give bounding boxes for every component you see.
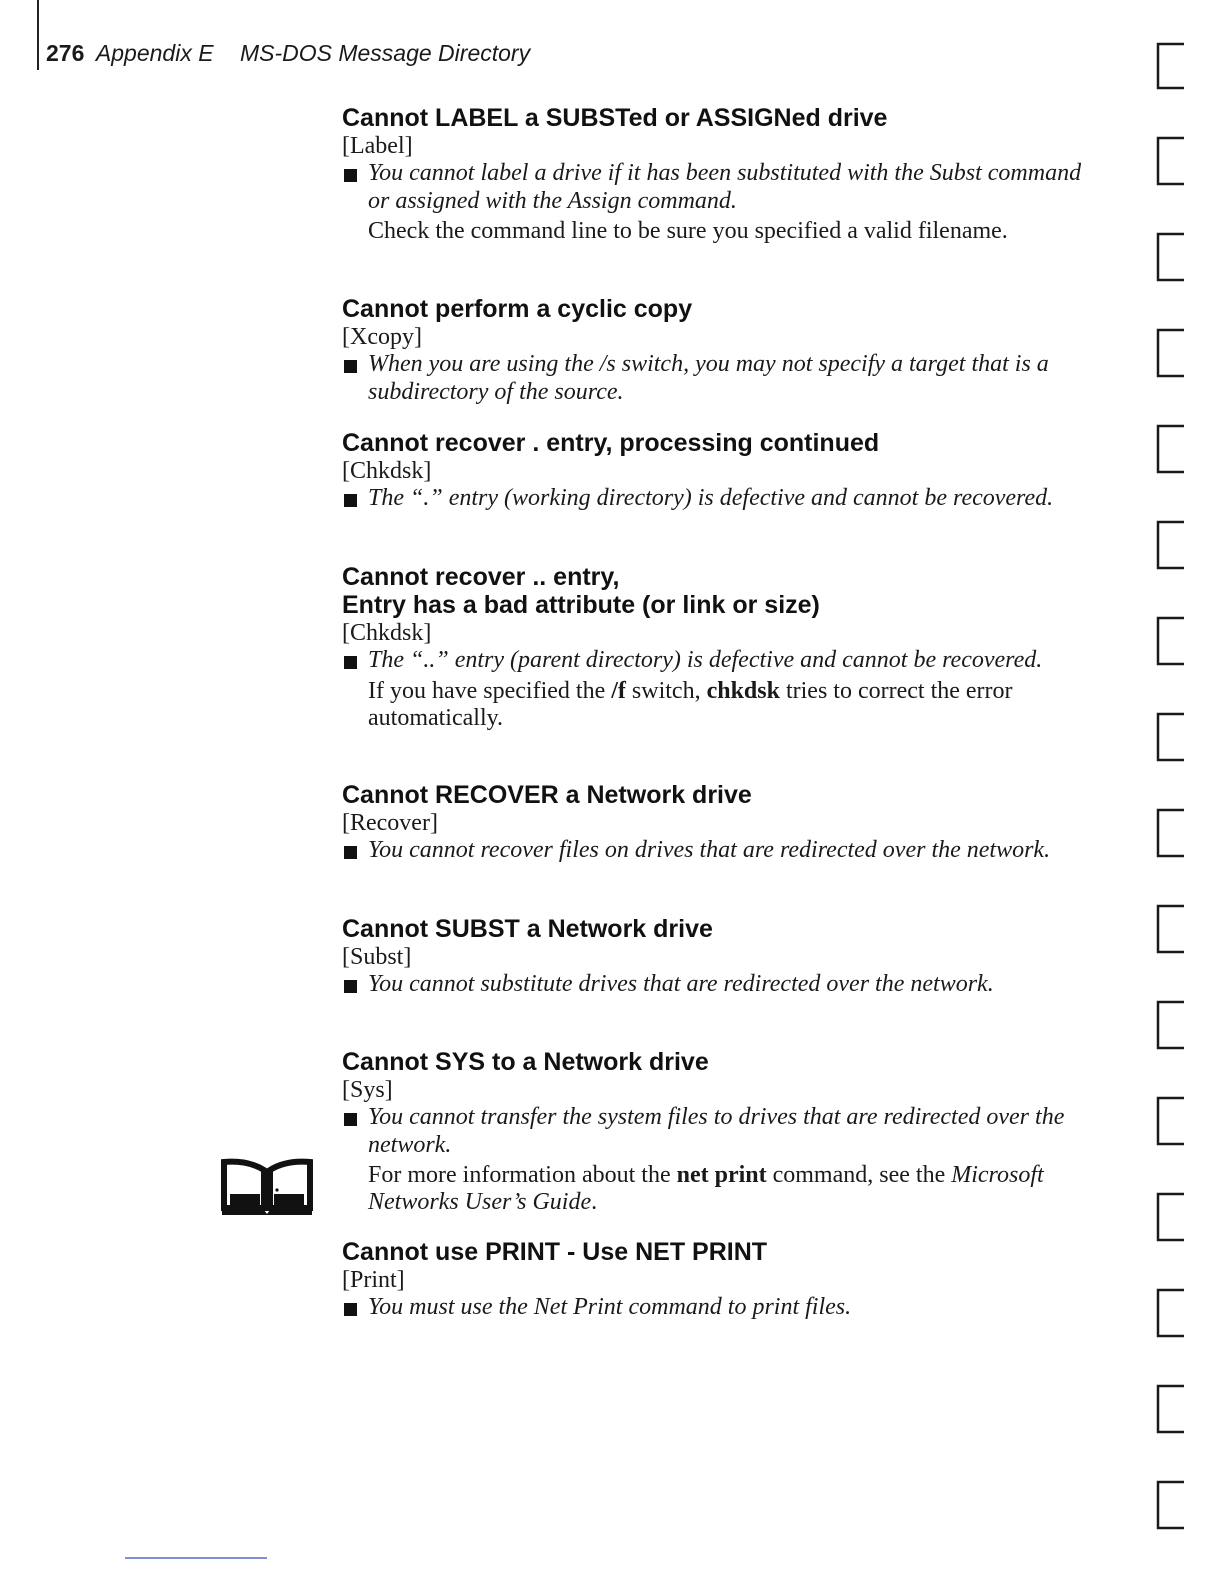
explanation xyxy=(342,971,1092,999)
explanation xyxy=(342,351,1092,406)
bullet-icon xyxy=(344,1303,357,1316)
explanation xyxy=(342,837,1092,865)
bullet-icon xyxy=(344,846,357,859)
page-edge-rule xyxy=(37,0,39,70)
explanation xyxy=(342,160,1092,215)
message-note: Check the command line to be sure you specified a valid filename. xyxy=(368,218,1008,244)
message-description: You cannot recover files on drives that are redirected over the network. xyxy=(368,837,1051,863)
message-title: Cannot LABEL a SUBSTed or ASSIGNed drive xyxy=(342,104,888,132)
message-note: If you have specified the /f switch, chkdsk tries to correct the error automatically. xyxy=(368,677,1013,731)
message-title: Cannot SUBST a Network drive xyxy=(342,915,713,943)
message-description: The “.” entry (working directory) is defective and cannot be recovered. xyxy=(368,485,1054,511)
thumb-index-tabs xyxy=(1150,40,1190,1540)
message-description: You cannot substitute drives that are redirected over the network. xyxy=(368,971,994,997)
explanation xyxy=(342,1104,1092,1159)
message-title-line-2: Entry has a bad attribute (or link or size) xyxy=(342,591,820,619)
message-entry xyxy=(342,295,1092,406)
command-tag: [Chkdsk] xyxy=(342,620,432,646)
bullet-icon xyxy=(344,360,357,373)
bullet-icon xyxy=(344,494,357,507)
header-title: MS-DOS Message Directory xyxy=(239,40,531,66)
page-number: 276 xyxy=(46,40,85,66)
message-note: For more information about the net print command, see the Microsoft Networks User’s Guide. xyxy=(368,1162,1044,1215)
open-book-icon xyxy=(220,1154,314,1216)
command-tag: [Print] xyxy=(342,1267,405,1293)
explanation xyxy=(342,1294,1092,1322)
scan-artifact-line xyxy=(125,1557,267,1559)
command-tag: [Chkdsk] xyxy=(342,458,432,484)
command-tag: [Subst] xyxy=(342,944,412,970)
message-entry xyxy=(342,1048,1092,1216)
command-tag: [Label] xyxy=(342,133,413,159)
message-entry xyxy=(342,563,1092,732)
message-entry xyxy=(342,781,1092,865)
bullet-icon xyxy=(344,169,357,182)
bullet-icon xyxy=(344,1113,357,1126)
message-title: Cannot SYS to a Network drive xyxy=(342,1048,709,1076)
bullet-icon xyxy=(344,656,357,669)
appendix-label: Appendix E xyxy=(95,40,214,66)
explanation xyxy=(342,647,1092,675)
message-entry xyxy=(342,429,1092,513)
message-description: The “..” entry (parent directory) is defective and cannot be recovered. xyxy=(368,647,1043,673)
bullet-icon xyxy=(344,980,357,993)
message-description: When you are using the /s switch, you may not specify a target that is a subdirectory of the source. xyxy=(368,351,1049,405)
message-description: You cannot transfer the system files to drives that are redirected over the network. xyxy=(368,1104,1065,1158)
message-description: You cannot label a drive if it has been substituted with the Subst command or assigned with the Assign command. xyxy=(368,160,1082,214)
message-title: Cannot perform a cyclic copy xyxy=(342,295,693,323)
command-tag: [Xcopy] xyxy=(342,324,422,350)
message-description: You must use the Net Print command to print files. xyxy=(368,1294,852,1320)
command-tag: [Sys] xyxy=(342,1077,393,1103)
tab-marks xyxy=(1150,40,1190,1540)
message-title: Cannot RECOVER a Network drive xyxy=(342,781,752,809)
command-tag: [Recover] xyxy=(342,810,438,836)
message-entry xyxy=(342,915,1092,999)
message-entry xyxy=(342,1238,1092,1322)
message-title: Cannot recover . entry, processing continued xyxy=(342,429,880,457)
message-title: Cannot recover .. entry, xyxy=(342,563,620,591)
explanation xyxy=(342,485,1092,513)
running-header xyxy=(46,40,530,67)
message-entry xyxy=(342,104,1092,245)
message-title: Cannot use PRINT - Use NET PRINT xyxy=(342,1238,768,1266)
